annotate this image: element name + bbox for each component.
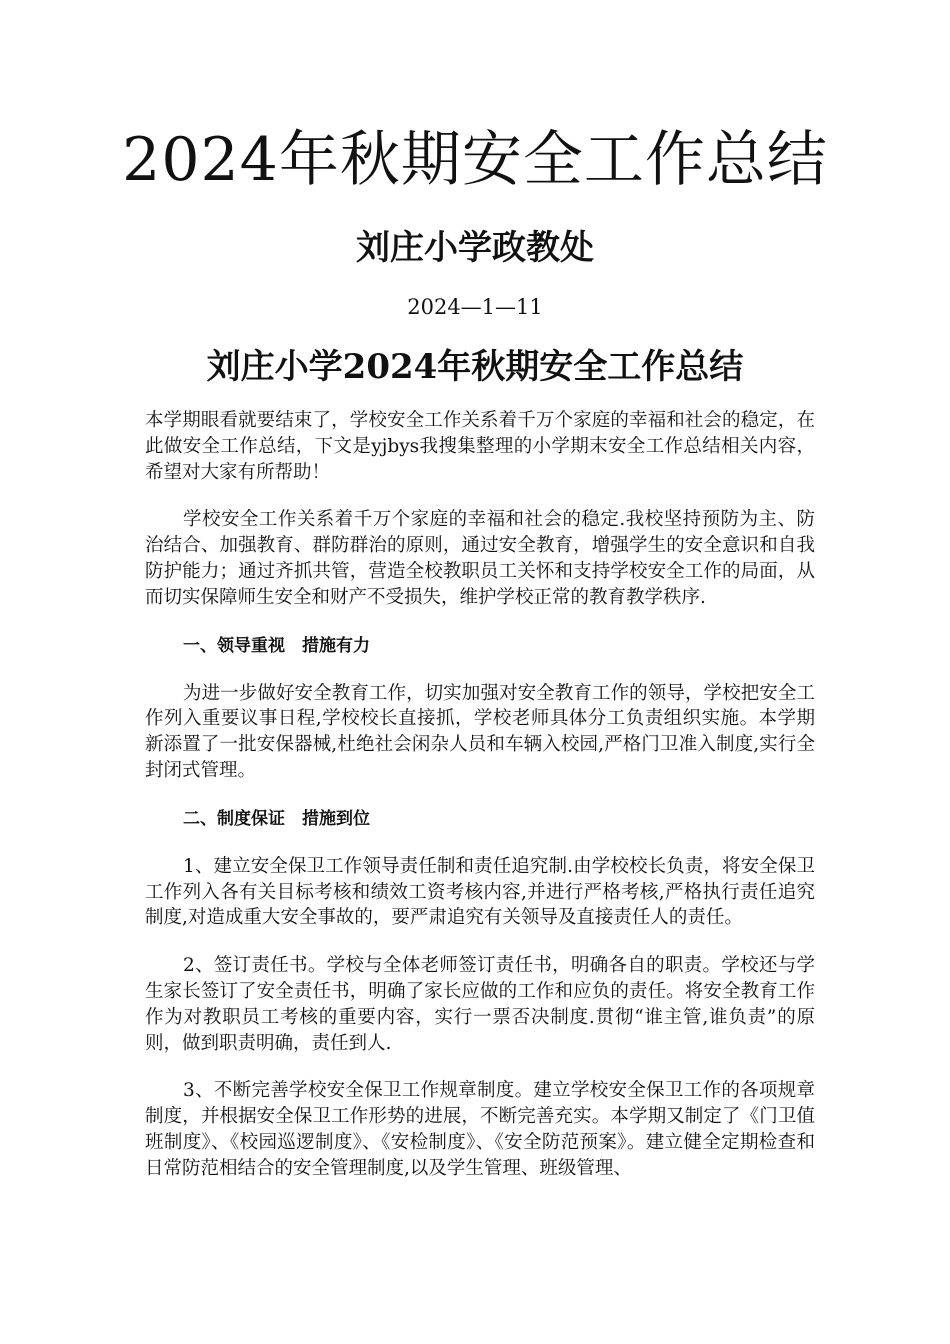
document-date: 2024—1—11 — [407, 295, 543, 319]
organization-name: 刘庄小学政教处 — [356, 228, 594, 268]
section-1-paragraph: 为进一步做好安全教育工作，切实加强对安全教育工作的领导，学校把安全工作列入重要议事日程,学校校长直接抓，学校老师具体分工负责组织实施。本学期新添置了一批安保器械,杜绝社会闲杂人员和车辆入校园,严格门卫准入制度,实行全封闭式管理。 — [145, 682, 815, 781]
section-2-item-2: 2、签订责任书。学校与全体老师签订责任书，明确各自的职责。学校还与学生家长签订了安全责任书，明确了家长应做的工作和应负的责任。将安全教育工作作为对教职员工考核的重要内容，实行一票否决制度.贯彻“谁主管,谁负责”的原则，做到职责明确，责任到人. — [145, 955, 815, 1054]
section-2-heading: 二、制度保证 措施到位 — [183, 808, 370, 829]
document-title: 2024年秋期安全工作总结 — [122, 125, 828, 195]
document-subtitle: 刘庄小学2024年秋期安全工作总结 — [206, 347, 744, 387]
body-paragraph-1: 学校安全工作关系着千万个家庭的幸福和社会的稳定.我校坚持预防为主、防治结合、加强教育、群防群治的原则，通过安全教育，增强学生的安全意识和自我防护能力；通过齐抓共管，营造全校教职员工关怀和支持学校安全工作的局面，从而切实保障师生安全和财产不受损失，维护学校正常的教育教学秩序. — [145, 509, 815, 608]
section-2-item-3: 3、不断完善学校安全保卫工作规章制度。建立学校安全保卫工作的各项规章制度，并根据安全保卫工作形势的进展，不断完善充实。本学期又制定了《门卫值班制度》、《校园巡逻制度》、《安检制度》、《安全防范预案》。建立健全定期检查和日常防范相结合的安全管理制度,以及学生管理、班级管理、 — [145, 1080, 815, 1179]
document-body — [145, 408, 815, 1204]
intro-paragraph: 本学期眼看就要结束了，学校安全工作关系着千万个家庭的幸福和社会的稳定，在此做安全工作总结，下文是yjbys我搜集整理的小学期末安全工作总结相关内容，希望对大家有所帮助！ — [145, 410, 815, 483]
section-1-heading: 一、领导重视 措施有力 — [183, 635, 370, 656]
section-2-item-1: 1、建立安全保卫工作领导责任制和责任追究制.由学校校长负责，将安全保卫工作列入各有关目标考核和绩效工资考核内容,并进行严格考核,严格执行责任追究制度,对造成重大安全事故的，要严肃追究有关领导及直接责任人的责任。 — [145, 855, 815, 929]
